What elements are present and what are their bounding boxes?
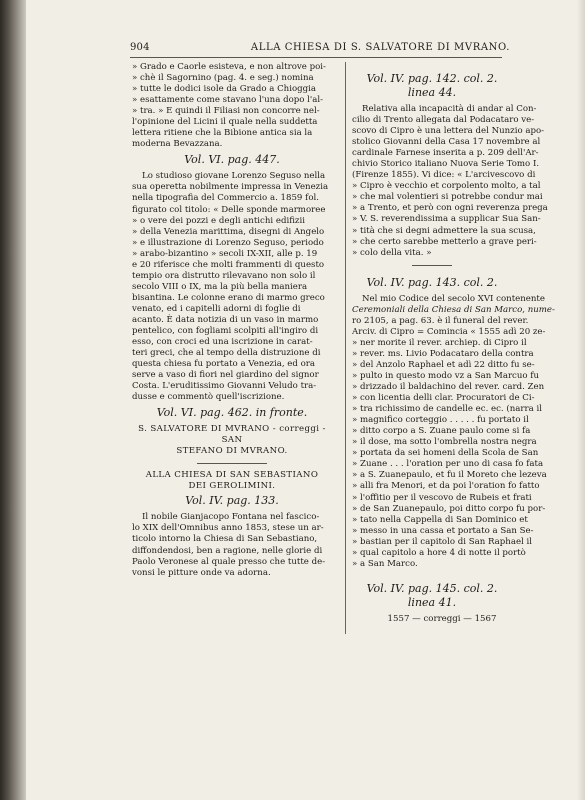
text-line: » messo in una cassa et portato a San Se- (352, 525, 534, 536)
text-line: dusse e commentò quell'iscrizione. (132, 392, 285, 403)
page-number: 904 (130, 42, 150, 53)
text-line: venato, ed i capitelli adorni di foglie di (132, 303, 301, 314)
text-line: serve a vaso di fiori nel giardino del signor (132, 370, 319, 381)
text-line: » magnifico corteggio . . . . . fu portato il (352, 415, 529, 426)
text-line: teri greci, che al tempo della distruzione di (132, 348, 321, 359)
section-rule (197, 463, 267, 464)
text-line: » che mal volentieri si potrebbe condur mai (352, 192, 543, 203)
section-heading: Vol. IV. pag. 143. col. 2. (366, 275, 498, 289)
text-line: chivio Storico italiano Nuova Serie Tomo I. (352, 159, 540, 170)
text-line: sua operetta nobilmente impressa in Venezia (132, 182, 329, 193)
text-line: esso, con croci ed una iscrizione in carat- (132, 337, 313, 348)
text-line: » portata da sei homeni della Scola de San (352, 448, 539, 459)
text-line: » l'offitio per il vescovo de Rubeis et frati (352, 492, 532, 503)
intro-paragraph (132, 62, 332, 150)
text-line: » arabo-bizantino » secoli IX-XII, alle p. 19 (132, 248, 318, 259)
text-line: » rever. ms. Livio Podacataro della contra (352, 348, 534, 359)
title-line: STEFANO DI MVRANO. (176, 446, 288, 457)
text-line: » ner morite il rever. archiep. di Cipro il (352, 337, 527, 348)
page-edge (577, 0, 585, 800)
text-line: » tra richissimo de candelle ec. ec. (narra il (352, 404, 542, 415)
text-line: » ditto corpo a S. Zuane paulo come si fa (352, 426, 531, 437)
text-line: » del Anzolo Raphael et adì 22 ditto fu se- (352, 359, 535, 370)
title-line: S. SALVATORE DI MVRANO - correggi - SAN (138, 424, 326, 446)
title-line: ALLA CHIESA DI SAN SEBASTIANO (145, 470, 319, 481)
podacataro-paragraph (352, 104, 548, 259)
church-title (132, 470, 332, 492)
seguso-paragraph (132, 171, 332, 403)
text-line: » alli fra Menori, et da poi l'oration fo fatto (352, 481, 540, 492)
ceremoniali-paragraph (352, 293, 555, 570)
text-line: Nel mio Codice del secolo XVI contenente (362, 293, 545, 304)
text-line: » tutte le dodici isole da Grado a Chioggia (132, 84, 317, 95)
text-line: » il dose, ma sotto l'ombrella nostra negra (352, 437, 537, 448)
text-line: acanto. È data notizia di un vaso in marmo (132, 314, 319, 325)
text-line: » esattamente come stavano l'una dopo l'al- (132, 95, 324, 106)
correction-line: 1557 — correggi — 1567 (387, 613, 497, 624)
text-line: » della Venezia marittima, disegni di Angelo (132, 226, 325, 237)
column-divider (345, 62, 346, 634)
text-line: » a Trento, et però con ogni reverenza prega (352, 203, 548, 214)
text-line: ticolo intorno la Chiesa di San Sebastiano, (132, 534, 318, 545)
section-heading: Vol. IV. pag. 145. col. 2. linea 41. (366, 581, 498, 609)
running-head (130, 42, 510, 53)
text-line: » Grado e Caorle esisteva, e non altrove poi- (132, 62, 326, 72)
text-line: » bastian per il capitolo di San Raphael il (352, 536, 533, 547)
text-line: nella tipografia del Commercio a. 1859 fol. (132, 193, 319, 204)
text-line: ro 2105, a pag. 63. è il funeral del rever. (352, 315, 529, 326)
text-line: » tato nella Cappella di San Dominico et (352, 514, 528, 525)
text-line: » qual capitolo a hore 4 di notte il portò (352, 547, 526, 558)
text-line: moderna Bevazzana. (132, 139, 223, 150)
text-line: questa chiesa fu portato a Venezia, ed ora (132, 359, 316, 370)
text-line: cardinale Farnese inserita a p. 209 dell'Ar- (352, 148, 539, 159)
text-line: scovo di Cipro è una lettera del Nunzio apo- (352, 126, 545, 137)
left-column (132, 62, 332, 579)
text-line: tempio ora distrutto rilevavano non solo il (132, 270, 316, 281)
text-line: » colo della vita. » (352, 247, 432, 258)
text-line: (Firenze 1855). Vi dice: « L'arcivescovo di (352, 170, 536, 181)
text-line: lo XIX dell'Omnibus anno 1853, stese un ar- (132, 523, 324, 534)
text-line: » Zuane . . . l'oration per uno di casa fo fata (352, 459, 544, 470)
running-title: ALLA CHIESA DI S. SALVATORE DI MVRANO. (250, 42, 510, 53)
text-line: secolo VIII o IX, ma la più bella maniera (132, 281, 308, 292)
text-line: lettera ritiene che la Bibione antica sia la (132, 128, 313, 139)
text-line: Arciv. di Cipro = Comincia « 1555 adì 20 ze- (352, 326, 546, 337)
book-spine-shadow (0, 0, 26, 800)
text-line: » tità che si degni admettere la sua scusa, (352, 225, 536, 236)
right-column (352, 62, 555, 625)
text-line: » e illustrazione di Lorenzo Seguso, periodo (132, 237, 324, 248)
text-line: » a S. Zuanepaulo, et fu il Moreto che lezeva (352, 470, 547, 481)
correction-title (132, 424, 332, 457)
text-line: e 20 riferisce che molti frammenti di questo (132, 259, 325, 270)
text-line: » tra. » E quindi il Filiasi non concorre nel- (132, 106, 320, 117)
text-line: » Cipro è vecchio et corpolento molto, a tal (352, 181, 541, 192)
text-line: » o vere dei pozzi e degli antichi edifizii (132, 215, 305, 226)
text-line: bisantina. Le colonne erano di marmo greco (132, 292, 325, 303)
fontana-paragraph (132, 512, 332, 578)
text-line: pentelico, con fogliami scolpiti all'ingiro di (132, 326, 319, 337)
text-line: Costa. L'eruditissimo Giovanni Veludo tra- (132, 381, 317, 392)
text-line: » con licentia delli clar. Procuratori de Ci- (352, 393, 535, 404)
text-line: figurato col titolo: « Delle sponde marmoree (132, 204, 326, 215)
text-line: » pulto in questo modo vz a San Marcuo fu (352, 370, 540, 381)
text-line: » drizzado il baldachino del rever. card. Zen (352, 382, 545, 393)
text-line: » chè il Sagornino (pag. 4. e seg.) nomina (132, 73, 314, 84)
text-line: cilio di Trento allegata dal Podacataro ve- (352, 115, 535, 126)
text-line: » che certo sarebbe metterlo a grave peri- (352, 236, 537, 247)
text-line: Ceremoniali della Chiesa di San Marco, nume- (352, 304, 555, 315)
text-line: » de San Zuanepaulo, poi ditto corpo fu por- (352, 503, 546, 514)
section-heading: Vol. IV. pag. 142. col. 2. linea 44. (366, 72, 498, 99)
text-line: Lo studioso giovane Lorenzo Seguso nella (142, 171, 326, 182)
text-line: vonsi le pitture onde va adorna. (132, 567, 271, 578)
section-rule (412, 265, 452, 266)
section-heading: Vol. IV. pag. 133. (185, 494, 279, 508)
text-line: » a San Marco. (352, 558, 418, 569)
text-line: stolico Giovanni della Casa 17 novembre al (352, 137, 541, 148)
text-line: Relativa alla incapacità di andar al Con- (362, 104, 537, 114)
section-heading: Vol. VI. pag. 447. (184, 153, 280, 167)
text-line: Il nobile Gianjacopo Fontana nel fascico- (142, 512, 320, 523)
text-line: l'opinione del Licini il quale nella suddetta (132, 117, 318, 128)
text-line: » V. S. reverendissima a supplicar Sua San- (352, 214, 541, 225)
text-line: Paolo Veronese al quale presso che tutte de- (132, 556, 326, 567)
text-line: diffondendosi, ben a ragione, nelle glorie di (132, 545, 323, 556)
title-line: DEI GEROLIMINI. (188, 481, 276, 492)
section-heading: Vol. VI. pag. 462. in fronte. (156, 406, 308, 420)
header-rule (130, 57, 502, 58)
